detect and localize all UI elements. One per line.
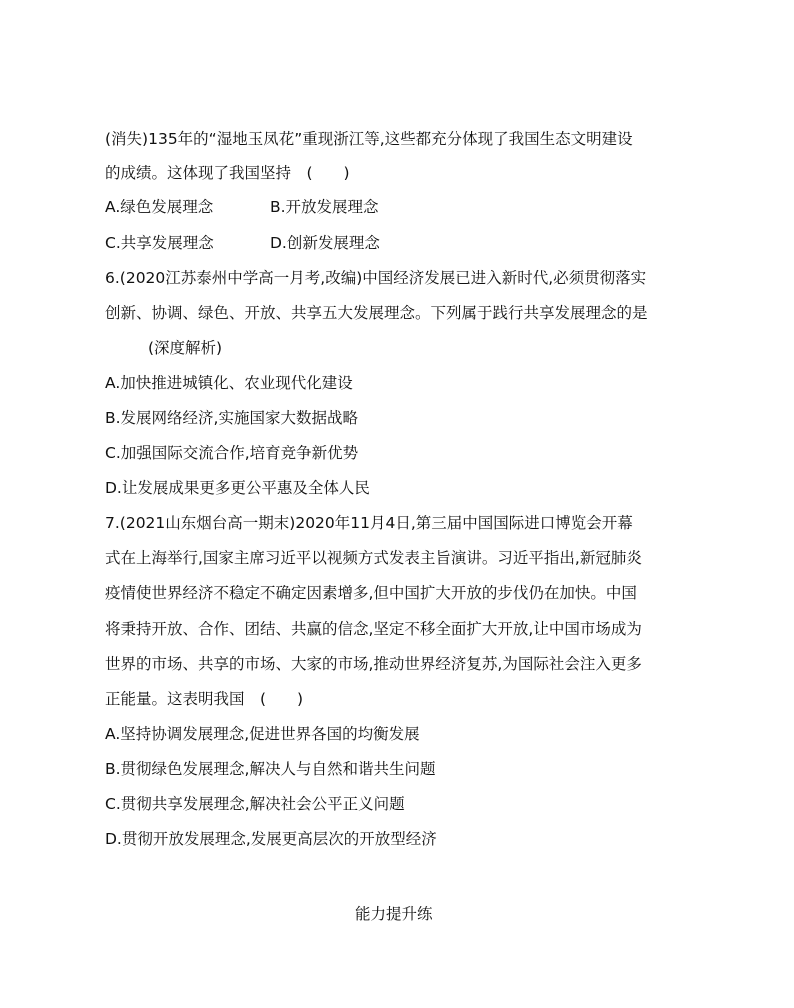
q7-line-6: 正能量。这表明我国 ( ): [105, 690, 304, 708]
q7-line-3: 疫情使世界经济不稳定不确定因素增多,但中国扩大开放的步伐仍在加快。中国: [105, 584, 637, 602]
q5-option-d: D.创新发展理念: [270, 234, 380, 252]
q6-option-d: D.让发展成果更多更公平惠及全体人民: [105, 479, 370, 497]
q6-option-b: B.发展网络经济,实施国家大数据战略: [105, 409, 358, 427]
q6-line-1: 6.(2020江苏泰州中学高一月考,改编)中国经济发展已进入新时代,必须贯彻落实: [105, 269, 647, 287]
q7-option-d: D.贯彻开放发展理念,发展更高层次的开放型经济: [105, 830, 437, 848]
q7-line-2: 式在上海举行,国家主席习近平以视频方式发表主旨演讲。习近平指出,新冠肺炎: [105, 549, 642, 567]
q7-line-1: 7.(2021山东烟台高一期末)2020年11月4日,第三届中国国际进口博览会开幕: [105, 514, 633, 532]
q6-line-3: (深度解析): [148, 339, 223, 357]
q7-line-4: 将秉持开放、合作、团结、共赢的信念,坚定不移全面扩大开放,让中国市场成为: [105, 620, 642, 638]
q6-line-2: 创新、协调、绿色、开放、共享五大发展理念。下列属于践行共享发展理念的是: [105, 304, 648, 322]
q7-line-5: 世界的市场、共享的市场、大家的市场,推动世界经济复苏,为国际社会注入更多: [105, 655, 642, 673]
q5-option-c: C.共享发展理念: [105, 234, 214, 252]
q7-option-c: C.贯彻共享发展理念,解决社会公平正义问题: [105, 795, 405, 813]
q5-option-a: A.绿色发展理念: [105, 198, 214, 216]
q5-line-2: 的成绩。这体现了我国坚持 ( ): [105, 164, 350, 182]
q7-option-a: A.坚持协调发展理念,促进世界各国的均衡发展: [105, 725, 420, 743]
q7-option-b: B.贯彻绿色发展理念,解决人与自然和谐共生问题: [105, 760, 436, 778]
q6-option-a: A.加快推进城镇化、农业现代化建设: [105, 374, 353, 392]
q5-line-1: (消失)135年的“湿地玉凤花”重现浙江等,这些都充分体现了我国生态文明建设: [105, 130, 633, 148]
q5-option-b: B.开放发展理念: [270, 198, 379, 216]
q6-option-c: C.加强国际交流合作,培育竞争新优势: [105, 444, 359, 462]
section-title: 能力提升练: [355, 905, 433, 923]
